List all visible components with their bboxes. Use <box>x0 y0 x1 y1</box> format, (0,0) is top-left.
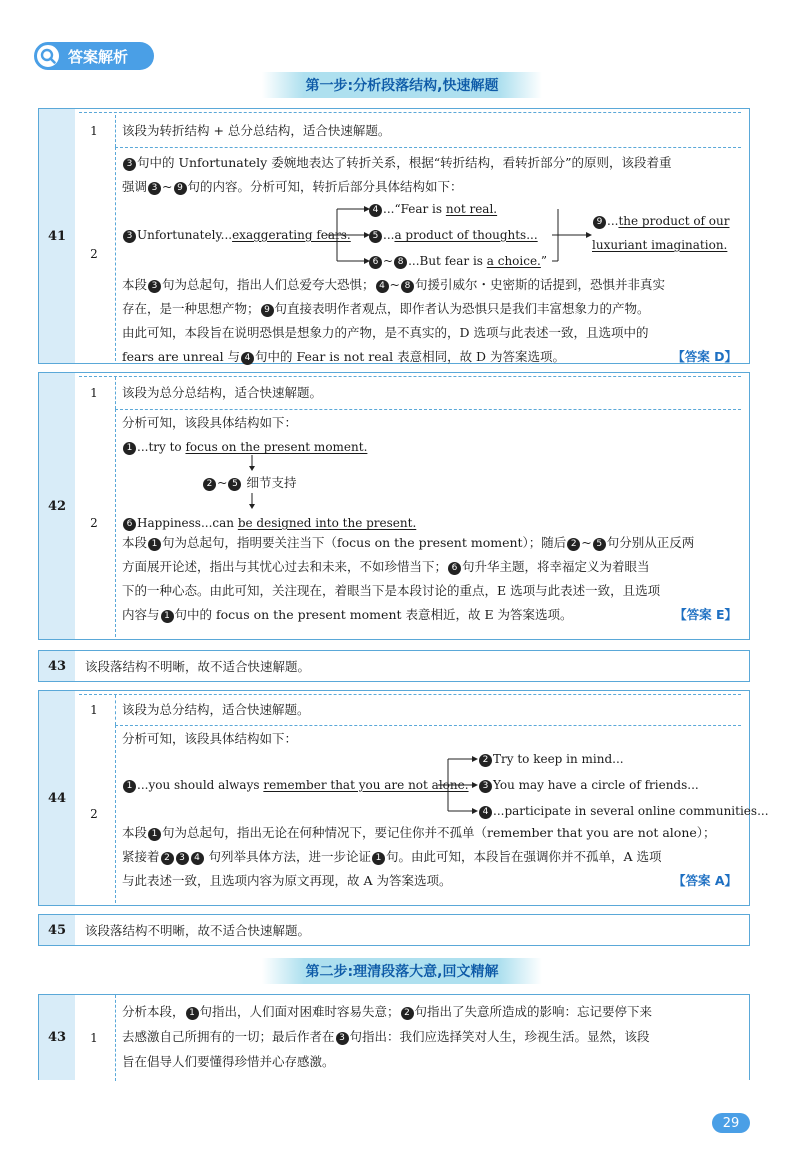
circled-number-glyph: 8 <box>394 256 407 269</box>
row-text: 该段落结构不明晰，故不适合快速解题。 <box>85 659 311 674</box>
search-icon <box>34 42 62 70</box>
circled-number-glyph: 5 <box>369 230 382 243</box>
answer-label: 【答案 E】 <box>674 607 737 622</box>
row-2: 2 分析可知，该段具体结构如下： 1 ...try to focus on the present moment. 2 ~ 5 细节支持 6 Happiness...can be designed into the present. 本段 1 句为总起句，指明要关注当下（focus on the present moment）；随后 2 ~ 5 句分别从正反两 方面展开论述，指出与其忧心过去和未来，不如珍惜当下； 6 句升华主题，将幸福定义为着眼当 下的一种心态。由此可知，关注现在，着眼当下是本段讨论的重点，E 选项与此表述一致，且选项 内容与 1 句中的 focus on the present moment 表意相近，故 E 为答案选项。 【答案 E】 <box>79 409 745 637</box>
page-number: 29 <box>712 1113 750 1133</box>
answer-label: 【答案 D】 <box>672 349 737 364</box>
circled-number-glyph: 2 <box>203 478 216 491</box>
circled-number-glyph: 9 <box>593 216 606 229</box>
row-body: 分析本段， 1 句指出，人们面对困难时容易失意； 2 句指出了失意所造成的影响：忘记要停下来 去感激自己所拥有的一切；最后作者在 3 句指出：我们应选择笑对人生，珍视生活。显然，该段 旨在倡导人们要懂得珍惜并心存感激。 <box>115 995 741 1081</box>
circled-number-glyph: 3 <box>148 280 161 293</box>
question-44-block <box>38 690 769 906</box>
question-number: 41 <box>39 109 75 363</box>
circled-number-glyph: 9 <box>261 304 274 317</box>
question-number: 43 <box>39 651 75 681</box>
question-number: 42 <box>39 373 75 639</box>
circled-number-glyph: 2 <box>479 754 492 767</box>
question-number: 43 <box>39 995 75 1080</box>
step2-question-43-block <box>38 994 750 1080</box>
row-1: 1 分析本段， 1 句指出，人们面对困难时容易失意； 2 句指出了失意所造成的影响：忘记要停下来 去感激自己所拥有的一切；最后作者在 3 句指出：我们应选择笑对人生，珍视生活。显然，该段 旨在倡导人们要懂得珍惜并心存感激。 <box>79 995 745 1081</box>
circled-number-glyph: 9 <box>174 182 187 195</box>
circled-number-glyph: 8 <box>401 280 414 293</box>
question-43-block <box>38 650 750 682</box>
circled-number-glyph: 1 <box>148 538 161 551</box>
circled-number-glyph: 6 <box>448 562 461 575</box>
row-1: 1 该段为转折结构 + 总分总结构，适合快速解题。 <box>79 115 745 147</box>
circled-number-glyph: 2 <box>567 538 580 551</box>
circled-number-glyph: 5 <box>228 478 241 491</box>
circled-number-glyph: 3 <box>176 852 189 865</box>
row-text: 该段为总分总结构，适合快速解题。 <box>115 377 741 409</box>
question-number: 44 <box>39 691 75 905</box>
circled-number-glyph: 1 <box>186 1007 199 1020</box>
circled-number-glyph: 3 <box>123 230 136 243</box>
circled-number-glyph: 4 <box>241 352 254 365</box>
circled-number-glyph: 1 <box>123 780 136 793</box>
step1-title: 第一步:分析段落结构,快速解题 <box>262 72 542 98</box>
circled-number-glyph: 3 <box>336 1032 349 1045</box>
circled-number-glyph: 6 <box>123 518 136 531</box>
structure-diagram: 1 ...try to focus on the present moment. 2 ~ 5 细节支持 6 Happiness...can be designed into the present. <box>122 435 741 531</box>
step2-title: 第二步:理清段落大意,回文精解 <box>262 958 542 984</box>
row-2: 2 3 句中的 Unfortunately 委婉地表达了转折关系，根据“转折结构，看转折部分”的原则，该段着重 强调 3 ~ 9 句的内容。分析可知，转折后部分具体结构如下： 3 Unfortunately...exaggerating fears. 4 ...“Fear is not real. 5 ...a product of thoughts... 6 ~ 8 ...But fear is a choice.” 9 ...the product of our luxuriant imagination. 本段 3 句为总起句，指出人们总爱夸大恐惧； 4 ~ 8 句援引威尔・史密斯的话提到，恐惧并非真实 存在，是一种思想产物； 9 句直接表明作者观点，即作者认为恐惧只是我们丰富想象力的产物。 由此可知，本段旨在说明恐惧是想象力的产物，是不真实的，D 选项与此表述一致，且选项中的 fears are unreal 与 4 句中的 Fear is not real 表意相同，故 D 为答案选项。 【答案 D】 <box>79 147 745 361</box>
circled-number-glyph: 4 <box>191 852 204 865</box>
circled-number-glyph: 4 <box>479 806 492 819</box>
badge-label: 答案解析 <box>68 47 129 66</box>
circled-number-glyph: 5 <box>593 538 606 551</box>
circled-number-glyph: 3 <box>148 182 161 195</box>
circled-number-glyph: 1 <box>148 828 161 841</box>
circled-number-glyph: 6 <box>369 256 382 269</box>
circled-number-glyph: 1 <box>123 442 136 455</box>
row-text: 该段为转折结构 + 总分总结构，适合快速解题。 <box>115 115 741 147</box>
question-45-block <box>38 914 750 946</box>
circled-number-glyph: 2 <box>401 1007 414 1020</box>
answer-label: 【答案 A】 <box>672 873 737 888</box>
circled-number-glyph: 4 <box>376 280 389 293</box>
row-body: 分析可知，该段具体结构如下： 1 ...try to focus on the present moment. 2 ~ 5 细节支持 6 Happiness...can be designed into the present. 本段 1 句为总起句，指明要关注当下（focus on the present moment）；随后 2 ~ 5 句分别从正反两 方面展开论述，指出与其忧心过去和未来，不如珍惜当下； 6 句升华主题，将幸福定义为着眼当 下的一种心态。由此可知，关注现在，着眼当下是本段讨论的重点，E 选项与此表述一致，且选项 内容与 1 句中的 focus on the present moment 表意相近，故 E 为答案选项。 【答案 E】 <box>115 409 741 637</box>
question-number: 45 <box>39 915 75 945</box>
row-text: 该段落结构不明晰，故不适合快速解题。 <box>85 923 311 938</box>
row-body: 3 句中的 Unfortunately 委婉地表达了转折关系，根据“转折结构，看转折部分”的原则，该段着重 强调 3 ~ 9 句的内容。分析可知，转折后部分具体结构如下： 3 Unfortunately...exaggerating fears. 4 ...“Fear is not real. 5 ...a product of thoughts... 6 ~ 8 ...But fear is a choice.” 9 ...the product of our luxuriant imagination. 本段 3 句为总起句，指出人们总爱夸大恐惧； 4 ~ 8 句援引威尔・史密斯的话提到，恐惧并非真实 存在，是一种思想产物； 9 句直接表明作者观点，即作者认为恐惧只是我们丰富想象力的产物。 由此可知，本段旨在说明恐惧是想象力的产物，是不真实的，D 选项与此表述一致，且选项中的 fears are unreal 与 4 句中的 Fear is not real 表意相同，故 D 为答案选项。 【答案 D】 <box>115 147 741 361</box>
question-42-block <box>38 372 750 640</box>
structure-diagram: 1 ...you should always remember that you are not alone. 2 Try to keep in mind... 3 You may have a circle of friends... 4 ...participate in several online communities... <box>122 751 741 821</box>
circled-number-glyph: 2 <box>161 852 174 865</box>
circled-number-glyph: 4 <box>369 204 382 217</box>
row-1: 1 该段为总分总结构，适合快速解题。 <box>79 377 745 409</box>
circled-number-glyph: 1 <box>372 852 385 865</box>
circled-number-glyph: 1 <box>161 610 174 623</box>
row-text: 该段为总分结构，适合快速解题。 <box>115 695 741 725</box>
structure-diagram: 3 Unfortunately...exaggerating fears. 4 ...“Fear is not real. 5 ...a product of thoughts... 6 ~ 8 ...But fear is a choice.” 9 ...the product of our luxuriant imagination. <box>122 199 741 273</box>
row-body: 分析可知，该段具体结构如下： 1 ...you should always remember that you are not alone. 2 Try to keep in mind... 3 You may have a circle of friends... 4 ...participate in several online communities... 本段 1 句为总起句，指出无论在何种情况下，要记住你并不孤单（remember that you are not alone）； 紧接着 2 3 4 句列举具体方法，进一步论证 1 句。由此可知，本段旨在强调你并不孤单，A 选项 与此表述一致，且选项内容为原文再现，故 A 为答案选项。 【答案 A】 <box>115 725 741 903</box>
circled-number-glyph: 3 <box>479 780 492 793</box>
row-1: 1 该段为总分结构，适合快速解题。 <box>79 695 745 725</box>
answer-analysis-badge <box>36 42 154 70</box>
row-2: 2 分析可知，该段具体结构如下： 1 ...you should always remember that you are not alone. 2 Try to keep in mind... 3 You may have a circle of friends... 4 ...participate in several online communities... 本段 1 句为总起句，指出无论在何种情况下，要记住你并不孤单（remember that you are not alone）； 紧接着 2 3 4 句列举具体方法，进一步论证 1 句。由此可知，本段旨在强调你并不孤单，A 选项 与此表述一致，且选项内容为原文再现，故 A 为答案选项。 【答案 A】 <box>79 725 745 903</box>
question-41-block <box>38 108 750 364</box>
number-3-glyph: 3 <box>123 158 136 171</box>
